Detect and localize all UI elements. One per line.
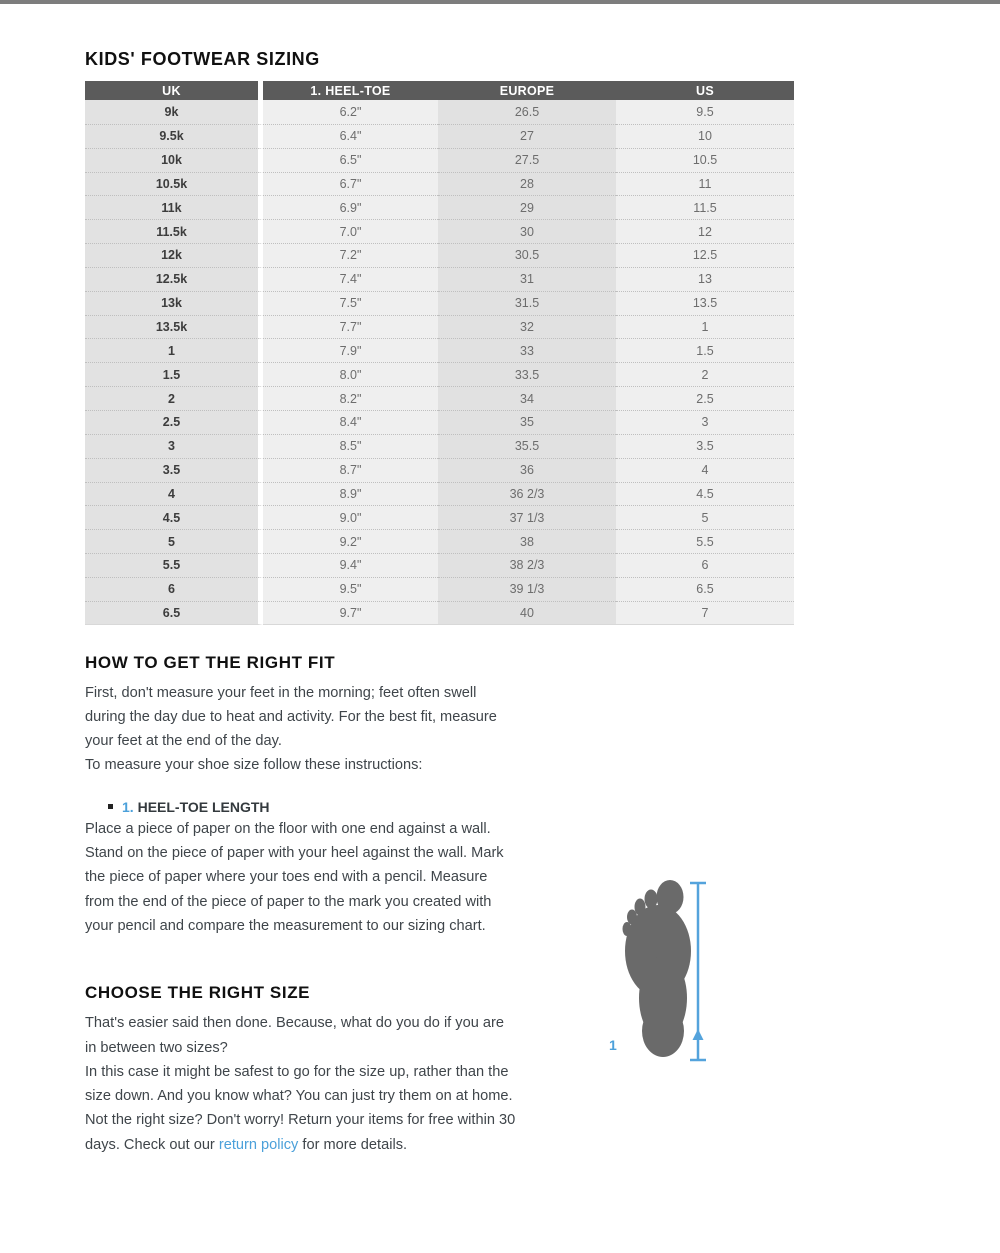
- table-cell: 6.7": [263, 172, 438, 196]
- table-row: [85, 338, 794, 362]
- column-header-us: US: [616, 81, 794, 100]
- foot-outline-icon: [600, 876, 730, 1071]
- header-row: [85, 81, 794, 100]
- table-cell: 11.5: [616, 195, 794, 219]
- table-cell: 8.0": [263, 362, 438, 386]
- table-cell: 8.2": [263, 386, 438, 410]
- table-cell: 27: [438, 124, 616, 148]
- heel-toe-measurement-diagram: [600, 876, 730, 1071]
- step-number: 1.: [122, 798, 134, 815]
- table-cell: 4.5: [616, 482, 794, 506]
- table-cell: 12.5k: [85, 267, 263, 291]
- table-cell: 33: [438, 338, 616, 362]
- fit-paragraph-2: To measure your shoe size follow these instructions:: [85, 757, 423, 774]
- fit-paragraph-1: First, don't measure your feet in the morning; feet often swell during the day due to heat and activity. For the best fit, measure your feet at the end of the day.: [85, 684, 497, 750]
- table-cell: 13: [616, 267, 794, 291]
- table-cell: 13.5: [616, 291, 794, 315]
- table-cell: 12: [616, 219, 794, 243]
- table-row: [85, 219, 794, 243]
- table-cell: 6.2": [263, 100, 438, 124]
- table-cell: 5.5: [85, 553, 263, 577]
- table-cell: 13.5k: [85, 315, 263, 339]
- table-cell: 1: [616, 315, 794, 339]
- column-header-uk: UK: [85, 81, 263, 100]
- table-cell: 35.5: [438, 434, 616, 458]
- fit-section-heading: HOW TO GET THE RIGHT FIT: [85, 652, 336, 672]
- table-cell: 9.5k: [85, 124, 263, 148]
- table-cell: 37 1/3: [438, 505, 616, 529]
- table-cell: 35: [438, 410, 616, 434]
- table-cell: 8.4": [263, 410, 438, 434]
- table-cell: 12.5: [616, 243, 794, 267]
- column-header-europe: EUROPE: [438, 81, 616, 100]
- table-cell: 5: [616, 505, 794, 529]
- table-cell: 1.5: [616, 338, 794, 362]
- table-cell: 3.5: [85, 458, 263, 482]
- table-cell: 9.4": [263, 553, 438, 577]
- table-cell: 4: [85, 482, 263, 506]
- table-cell: 10.5k: [85, 172, 263, 196]
- table-cell: 38: [438, 529, 616, 553]
- table-cell: 6.5: [85, 601, 263, 625]
- table-cell: 11: [616, 172, 794, 196]
- table-cell: 30: [438, 219, 616, 243]
- table-row: [85, 124, 794, 148]
- table-row: [85, 195, 794, 219]
- table-cell: 9.5": [263, 577, 438, 601]
- table-row: [85, 362, 794, 386]
- table-cell: 6: [616, 553, 794, 577]
- table-cell: 4.5: [85, 505, 263, 529]
- table-row: [85, 482, 794, 506]
- table-cell: 9.0": [263, 505, 438, 529]
- table-cell: 7.4": [263, 267, 438, 291]
- choose-paragraph-1: That's easier said then done. Because, what do you do if you are in between two sizes?: [85, 1015, 504, 1056]
- table-cell: 6: [85, 577, 263, 601]
- sizing-table-body: [85, 100, 794, 625]
- return-text-before: Not the right size? Don't worry! Return your items for free within 30 days. Check out our: [85, 1112, 516, 1153]
- table-row: [85, 553, 794, 577]
- table-cell: 6.4": [263, 124, 438, 148]
- table-cell: 31: [438, 267, 616, 291]
- table-cell: 9.5: [616, 100, 794, 124]
- square-bullet-icon: [108, 804, 113, 809]
- table-cell: 40: [438, 601, 616, 625]
- table-cell: 2: [85, 386, 263, 410]
- table-row: [85, 243, 794, 267]
- step-instructions: Place a piece of paper on the floor with one end against a wall. Stand on the piece of paper with your heel against the wall. Mark the piece of paper where your toes end with a pencil. Measure from the end of the piece of paper to the mark you created with your pencil and compare the measurement to our sizing chart.: [85, 820, 504, 934]
- table-row: [85, 410, 794, 434]
- top-divider: [0, 0, 1000, 4]
- table-cell: 9k: [85, 100, 263, 124]
- table-cell: 8.5": [263, 434, 438, 458]
- table-cell: 10: [616, 124, 794, 148]
- table-cell: 3: [616, 410, 794, 434]
- table-cell: 9.2": [263, 529, 438, 553]
- table-cell: 5.5: [616, 529, 794, 553]
- table-cell: 32: [438, 315, 616, 339]
- table-cell: 36 2/3: [438, 482, 616, 506]
- table-cell: 6.5: [616, 577, 794, 601]
- step-heel-toe-heading: [108, 799, 795, 817]
- table-cell: 2: [616, 362, 794, 386]
- sizing-table: [85, 81, 794, 625]
- table-row: [85, 434, 794, 458]
- table-cell: 4: [616, 458, 794, 482]
- table-cell: 29: [438, 195, 616, 219]
- table-cell: 11.5k: [85, 219, 263, 243]
- table-cell: 7.5": [263, 291, 438, 315]
- step-title-text: HEEL-TOE LENGTH: [137, 798, 270, 815]
- table-row: [85, 100, 794, 124]
- table-cell: 2.5: [85, 410, 263, 434]
- return-policy-link[interactable]: return policy: [218, 1136, 299, 1153]
- table-cell: 28: [438, 172, 616, 196]
- table-row: [85, 601, 794, 625]
- table-cell: 7: [616, 601, 794, 625]
- table-cell: 27.5: [438, 148, 616, 172]
- table-cell: 33.5: [438, 362, 616, 386]
- table-cell: 31.5: [438, 291, 616, 315]
- table-cell: 1: [85, 338, 263, 362]
- table-row: [85, 386, 794, 410]
- table-row: [85, 315, 794, 339]
- table-cell: 7.2": [263, 243, 438, 267]
- table-cell: 8.9": [263, 482, 438, 506]
- table-row: [85, 172, 794, 196]
- table-row: [85, 577, 794, 601]
- table-cell: 3: [85, 434, 263, 458]
- table-row: [85, 267, 794, 291]
- table-cell: 3.5: [616, 434, 794, 458]
- table-cell: 7.7": [263, 315, 438, 339]
- page-title: KIDS' FOOTWEAR SIZING: [85, 49, 320, 69]
- choose-paragraph-3: [85, 1108, 517, 1157]
- table-cell: 39 1/3: [438, 577, 616, 601]
- table-cell: 10.5: [616, 148, 794, 172]
- return-text-after: for more details.: [298, 1136, 408, 1153]
- table-cell: 9.7": [263, 601, 438, 625]
- table-cell: 36: [438, 458, 616, 482]
- column-header-heel-toe: 1. HEEL-TOE: [263, 81, 438, 100]
- table-row: [85, 291, 794, 315]
- table-row: [85, 458, 794, 482]
- table-cell: 7.9": [263, 338, 438, 362]
- sizing-table-header: [85, 81, 794, 100]
- table-row: [85, 505, 794, 529]
- table-cell: 30.5: [438, 243, 616, 267]
- table-cell: 26.5: [438, 100, 616, 124]
- table-cell: 2.5: [616, 386, 794, 410]
- table-cell: 5: [85, 529, 263, 553]
- table-cell: 8.7": [263, 458, 438, 482]
- table-row: [85, 148, 794, 172]
- table-cell: 6.9": [263, 195, 438, 219]
- step-title: [122, 799, 270, 815]
- table-cell: 6.5": [263, 148, 438, 172]
- measurement-label: 1: [609, 1037, 617, 1053]
- table-cell: 10k: [85, 148, 263, 172]
- table-cell: 38 2/3: [438, 553, 616, 577]
- table-cell: 7.0": [263, 219, 438, 243]
- table-cell: 1.5: [85, 362, 263, 386]
- table-cell: 34: [438, 386, 616, 410]
- table-cell: 11k: [85, 195, 263, 219]
- table-cell: 13k: [85, 291, 263, 315]
- choose-size-heading: CHOOSE THE RIGHT SIZE: [85, 983, 311, 1003]
- table-row: [85, 529, 794, 553]
- table-cell: 12k: [85, 243, 263, 267]
- choose-paragraph-2: In this case it might be safest to go for the size up, rather than the size down. And you know what? You can just try them on at home.: [85, 1063, 513, 1105]
